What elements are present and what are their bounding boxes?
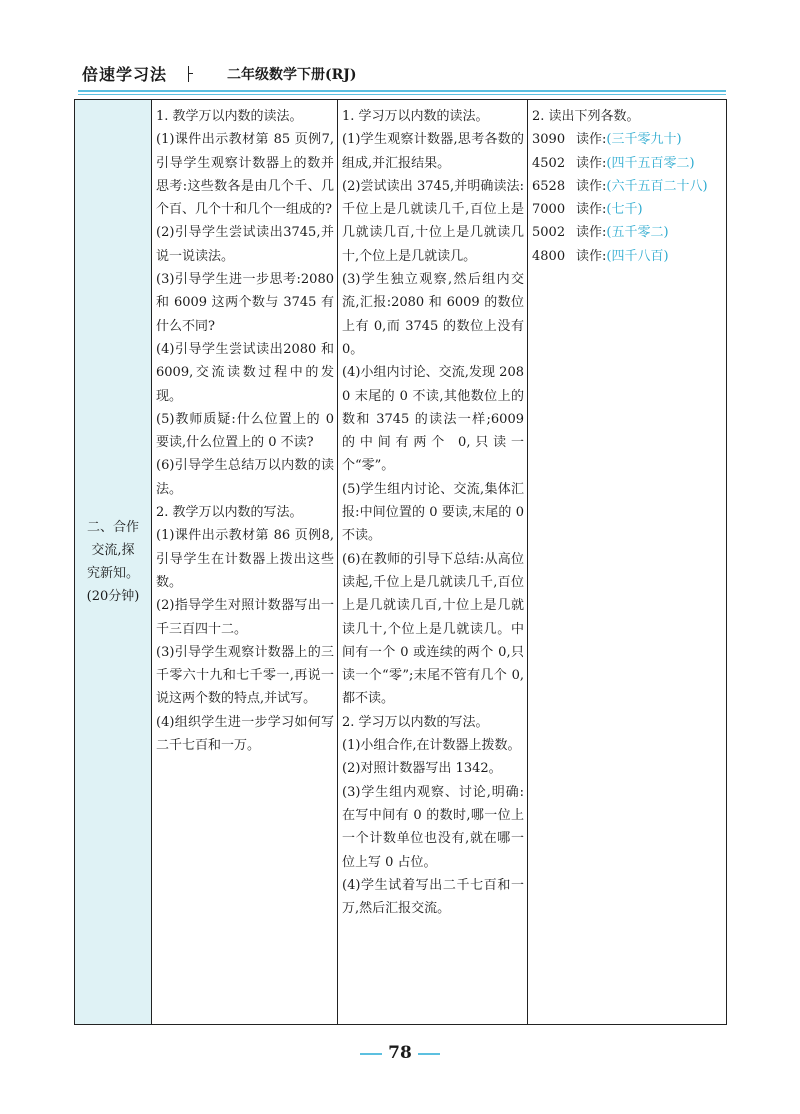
read-label: 读作:: [576, 155, 607, 171]
teacher-step: (2)指导学生对照计数器写出一千三百四十二。: [156, 598, 334, 637]
teacher-activity-cell: [152, 100, 338, 1025]
exercise-answer: 四千五百零二: [611, 155, 690, 171]
student-step: (1)小组合作,在计数器上拨数。: [342, 738, 521, 754]
page-footer: [0, 1043, 800, 1063]
exercise-answer: 五千零二: [611, 225, 664, 241]
brand-title: 倍速学习法: [82, 65, 168, 84]
student-step: (5)学生组内讨论、交流,集体汇报:中间位置的 0 要读,末尾的 0 不读。: [342, 481, 524, 544]
answer-close-paren: ): [663, 248, 669, 264]
lesson-plan-table: [74, 99, 727, 1025]
teacher-step: (3)引导学生进一步思考:2080 和 6009 这两个数与 3745 有什么不同?: [156, 272, 334, 334]
teacher-step: (6)引导学生总结万以内数的读法。: [156, 458, 334, 497]
exercise-answer: 三千零九十: [611, 132, 677, 148]
answer-close-paren: ): [689, 155, 695, 171]
read-label: 读作:: [576, 132, 607, 148]
teacher-step: 2. 教学万以内数的写法。: [156, 505, 303, 521]
student-step: (6)在教师的引导下总结:从高位读起,千位上是几就读几千,百位上是几就读几百,十位上是几就读几十,个位上是几就读几。中间有一个 0 或连续的两个 0,只读一个“零”;末尾不管有几个 0,都不读。: [342, 551, 524, 707]
answer-open-paren: (: [606, 155, 612, 171]
teacher-step: (5)教师质疑:什么位置上的 0 要读,什么位置上的 0 不读?: [156, 411, 334, 451]
exercise-item: [532, 245, 723, 268]
header-rule: [78, 90, 726, 92]
footer-dash-right: [418, 1053, 440, 1055]
read-label: 读作:: [576, 248, 607, 264]
answer-close-paren: ): [663, 225, 669, 241]
student-step: 1. 学习万以内数的读法。: [342, 109, 489, 124]
answer-open-paren: (: [606, 132, 612, 148]
page-header: [82, 60, 722, 90]
exercise-item: [532, 175, 723, 198]
student-step: (3)学生组内观察、讨论,明确:在写中间有 0 的数时,哪一位上一个计数单位也没有,就在哪一位上写 0 占位。: [342, 784, 524, 870]
exercise-number: 4502: [532, 155, 566, 171]
teacher-step: (4)引导学生尝试读出2080 和 6009,交流读数过程中的发现。: [156, 341, 334, 404]
stage-line: (20分钟): [86, 589, 140, 604]
teacher-step: (2)引导学生尝试读出3745,并说一说读法。: [156, 225, 334, 264]
teacher-step: (4)组织学生进一步学习如何写二千七百和一万。: [156, 714, 334, 754]
teacher-step: (3)引导学生观察计数器上的三千零六十九和七千零一,再说一说这两个数的特点,并试写。: [156, 644, 334, 707]
header-divider: [188, 66, 189, 82]
exercise-number: 3090: [532, 132, 566, 148]
student-step: 2. 学习万以内数的写法。: [342, 714, 489, 730]
read-label: 读作:: [576, 202, 607, 218]
answer-close-paren: ): [637, 202, 643, 218]
answer-open-paren: (: [606, 248, 612, 264]
teacher-step: (1)课件出示教材第 85 页例7,引导学生观察计数器上的数并思考:这些数各是由几个千、几个百、几个十和几个一组成的?: [156, 132, 334, 218]
teacher-step: 1. 教学万以内数的读法。: [156, 109, 303, 124]
header-rule-thin: [78, 94, 726, 95]
student-step: (3)学生独立观察,然后组内交流,汇报:2080 和 6009 的数位上有 0,而 3745 的数位上没有 0。: [342, 272, 524, 357]
stage-line: 二、合作: [86, 520, 139, 535]
answer-close-paren: ): [676, 132, 682, 148]
student-step: (2)尝试读出 3745,并明确读法:千位上是几就读几千,百位上是几就读几百,十位上是几就读几十,个位上是几就读几。: [342, 178, 524, 264]
exercise-item: [532, 152, 723, 175]
student-step: (2)对照计数器写出 1342。: [342, 761, 502, 777]
page-number: 78: [388, 1043, 412, 1063]
student-activity-cell: [338, 100, 528, 1025]
student-step: (4)小组内讨论、交流,发现 2080 末尾的 0 不读,其他数位上的数和 3745 的读法一样;6009 的中间有两个 0,只读一个“零”。: [342, 365, 524, 474]
answer-open-paren: (: [606, 202, 612, 218]
book-subtitle: 二年级数学下册(RJ): [227, 67, 357, 83]
table-row: [75, 100, 727, 1025]
student-step: (4)学生试着写出二千七百和一万,然后汇报交流。: [342, 877, 524, 917]
read-label: 读作:: [576, 178, 607, 194]
exercise-number: 5002: [532, 225, 566, 241]
answer-close-paren: ): [702, 178, 708, 194]
teacher-step: (1)课件出示教材第 86 页例8,引导学生在计数器上拨出这些数。: [156, 528, 334, 590]
exercise-item: [532, 128, 723, 151]
read-label: 读作:: [576, 225, 607, 241]
footer-dash-left: [360, 1053, 382, 1055]
student-step: (1)学生观察计数器,思考各数的组成,并汇报结果。: [342, 132, 524, 171]
exercise-answer: 七千: [611, 202, 638, 218]
exercise-number: 7000: [532, 202, 566, 218]
answer-open-paren: (: [606, 178, 612, 194]
exercise-title: 2. 读出下列各数。: [532, 109, 640, 124]
exercise-number: 4800: [532, 248, 566, 264]
exercise-answer: 四千八百: [611, 248, 664, 264]
exercise-cell: [528, 100, 727, 1025]
answer-open-paren: (: [606, 225, 612, 241]
exercise-number: 6528: [532, 178, 566, 194]
stage-line: 究新知。: [86, 566, 139, 581]
exercise-item: [532, 198, 723, 221]
exercise-item: [532, 221, 723, 244]
stage-cell: [75, 100, 152, 1025]
exercise-answer: 六千五百二十八: [611, 178, 703, 194]
stage-line: 交流,探: [91, 543, 135, 558]
